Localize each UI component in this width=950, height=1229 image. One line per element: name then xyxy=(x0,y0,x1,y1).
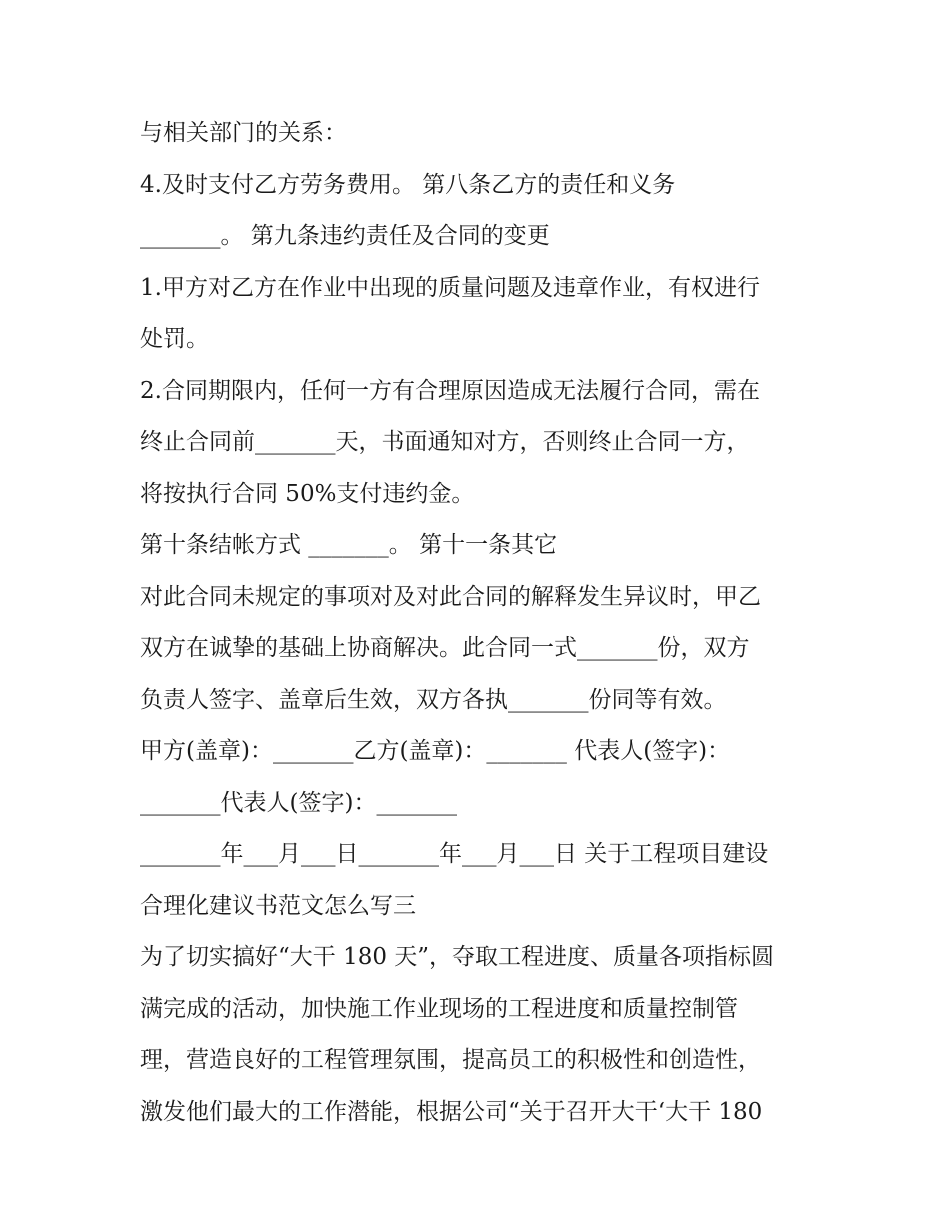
text-line: 1.甲方对乙方在作业中出现的质量问题及违章作业，有权进行 xyxy=(140,274,760,301)
text-line: 将按执行合同 50%支付违约金。 xyxy=(140,480,475,507)
text-line: _______。 第九条违约责任及合同的变更 xyxy=(140,223,550,249)
text-line: 激发他们最大的工作潜能，根据公司“关于召开大干‘大干 180 xyxy=(140,1098,763,1125)
text-line: 为了切实搞好“大干 180 天”，夺取工程进度、质量各项指标圆 xyxy=(140,944,775,970)
text-line: _______年___月___日_______年___月___日 关于工程项目建设 xyxy=(140,841,769,867)
text-line: 理，营造良好的工程管理氛围，提高员工的积极性和创造性， xyxy=(140,1047,761,1073)
text-line: 负责人签字、盖章后生效，双方各执_______份同等有效。 xyxy=(140,686,727,713)
text-line: 双方在诚挚的基础上协商解决。此合同一式_______份，双方 xyxy=(140,635,750,661)
text-line: 对此合同未规定的事项对及对此合同的解释发生异议时，甲乙 xyxy=(140,583,761,610)
text-line: 合理化建议书范文怎么写三 xyxy=(140,892,416,919)
text-line: 4.及时支付乙方劳务费用。 第八条乙方的责任和义务 xyxy=(140,171,676,198)
text-line: _______代表人(签字)：_______ xyxy=(140,789,457,816)
text-line: 终止合同前_______天，书面通知对方，否则终止合同一方， xyxy=(140,429,750,455)
text-line: 甲方(盖章)：_______乙方(盖章)：_______ 代表人(签字)： xyxy=(140,738,731,764)
text-line: 满完成的活动，加快施工作业现场的工程进度和质量控制管 xyxy=(140,995,738,1022)
document-body xyxy=(140,108,820,1138)
text-line: 2.合同期限内，任何一方有合理原因造成无法履行合同，需在 xyxy=(140,377,760,404)
text-line: 第十条结帐方式 _______。 第十一条其它 xyxy=(140,532,558,558)
text-line: 处罚。 xyxy=(140,326,209,352)
text-line: 与相关部门的关系： xyxy=(140,120,347,146)
